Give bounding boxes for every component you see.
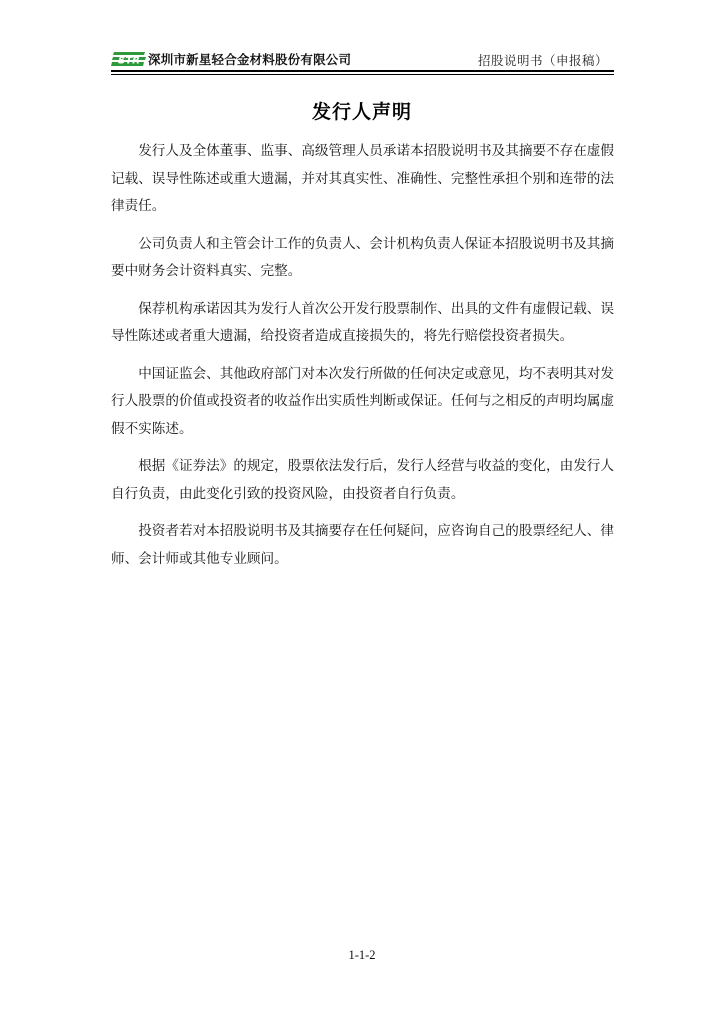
document-type-label: 招股说明书（申报稿） [477,53,608,68]
paragraph-3: 保荐机构承诺因其为发行人首次公开发行股票制作、出具的文件有虚假记载、误导性陈述或者重大遗漏，给投资者造成直接损失的，将先行赔偿投资者损失。 [111,300,614,344]
paragraph-2: 公司负责人和主管会计工作的负责人、会计机构负责人保证本招股说明书及其摘要中财务会计资料真实、完整。 [111,235,614,279]
statement-body [111,138,614,583]
header-rule-thin [111,74,614,75]
paragraph-4: 中国证监会、其他政府部门对本次发行所做的任何决定或意见，均不表明其对发行人股票的价值或投资者的收益作出实质性判断或保证。任何与之相反的声明均属虚假不实陈述。 [111,365,614,437]
paragraph-5: 根据《证券法》的规定，股票依法发行后，发行人经营与收益的变化，由发行人自行负责，由此变化引致的投资风险，由投资者自行负责。 [111,458,614,502]
page-title: 发行人声明 [311,101,412,123]
svg-text:STR: STR [118,55,140,67]
page-header [111,48,614,70]
company-logo [111,51,147,67]
company-name: 深圳市新星轻合金材料股份有限公司 [148,52,352,67]
paragraph-6: 投资者若对本招股说明书及其摘要存在任何疑问，应咨询自己的股票经纪人、律师、会计师或其他专业顾问。 [111,523,614,567]
page-number: 1-1-2 [348,948,376,962]
paragraph-1: 发行人及全体董事、监事、高级管理人员承诺本招股说明书及其摘要不存在虚假记载、误导性陈述或重大遗漏，并对其真实性、准确性、完整性承担个别和连带的法律责任。 [111,143,614,214]
header-rule-thick [111,70,614,72]
header-company-block [111,50,351,68]
